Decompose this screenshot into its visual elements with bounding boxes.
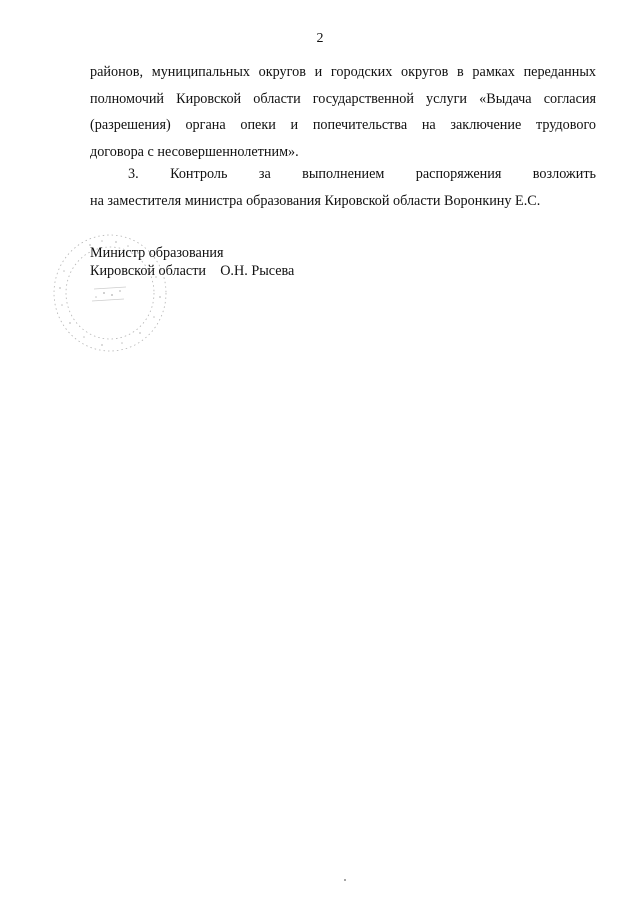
signatory-region: Кировской области — [90, 263, 206, 279]
text-line: договора с несовершеннолетним». — [90, 143, 299, 160]
paragraph-item-3 — [90, 161, 596, 214]
text-line: полномочий Кировской области государственной услуги «Выдача согласия — [90, 90, 596, 107]
signature-block — [90, 244, 294, 280]
signatory-position: Министр образования — [90, 245, 224, 261]
signatory-name: О.Н. Рысева — [220, 263, 295, 279]
text-line: (разрешения) органа опеки и попечительства на заключение трудового — [90, 117, 596, 133]
text-line: районов, муниципальных округов и городских округов в рамках переданных — [90, 64, 596, 80]
signatory-line — [90, 262, 294, 280]
text-line: 3. Контроль за выполнением распоряжения возложить — [128, 166, 596, 182]
scan-speck — [344, 879, 346, 881]
page-number: 2 — [316, 31, 324, 46]
paragraph-continuation — [90, 59, 596, 165]
text-line: на заместителя министра образования Кировской области Воронкину Е.С. — [90, 192, 541, 209]
